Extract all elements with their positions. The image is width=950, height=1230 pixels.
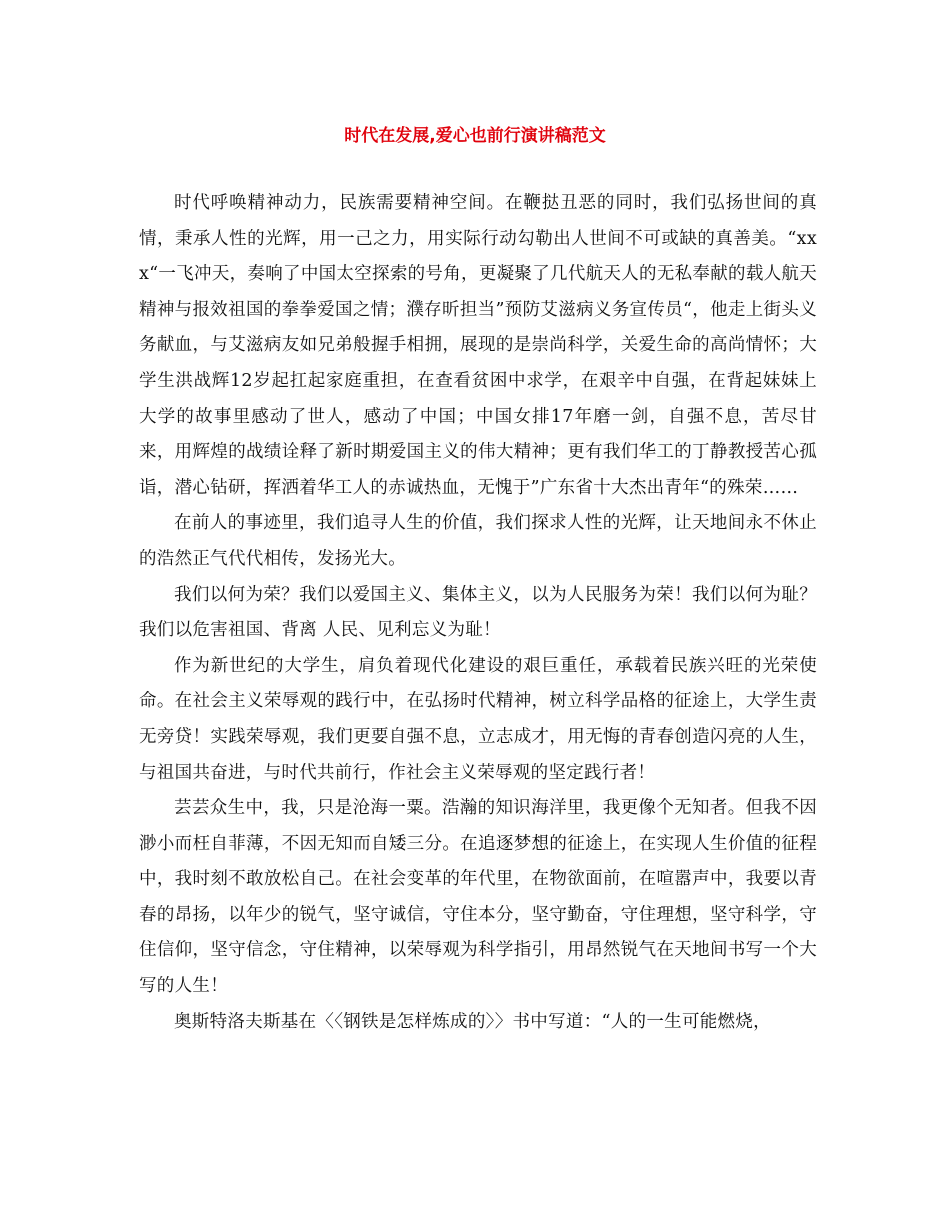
paragraph-1: 时代呼唤精神动力，民族需要精神空间。在鞭挞丑恶的同时，我们弘扬世间的真情，秉承人性的光辉，用一己之力，用实际行动勾勒出人世间不可或缺的真善美。“xxx“一飞冲天，奏响了中国太空探索的号角，更凝聚了几代航天人的无私奉献的载人航天精神与报效祖国的拳拳爱国之情；濮存昕担当”预防艾滋病义务宣传员“，他走上街头义务献血，与艾滋病友如兄弟般握手相拥，展现的是崇尚科学，关爱生命的高尚情怀；大学生洪战辉12岁起扛起家庭重担，在查看贫困中求学，在艰辛中自强，在背起妹妹上大学的故事里感动了世人，感动了中国；中国女排17年磨一剑，自强不息，苦尽甘来，用辉煌的战绩诠释了新时期爱国主义的伟大精神；更有我们华工的丁静教授苦心孤诣，潜心钻研，挥洒着华工人的赤诚热血，无愧于”广东省十大杰出青年“的殊荣…… <box>139 193 818 498</box>
document-title: 时代在发展,爱心也前行演讲稿范文 <box>344 126 606 146</box>
document-body <box>139 186 817 1040</box>
paragraph-5: 芸芸众生中，我，只是沧海一粟。浩瀚的知识海洋里，我更像个无知者。但我不因渺小而枉自菲薄，不因无知而自矮三分。在追逐梦想的征途上，在实现人生价值的征程中，我时刻不敢放松自己。在社会变革的年代里，在物欲面前，在喧嚣声中，我要以青春的昂扬，以年少的锐气，坚守诚信，守住本分，坚守勤奋，守住理想，坚守科学，守住信仰，坚守信念，守住精神，以荣辱观为科学指引，用昂然锐气在天地间书写一个大写的人生！ <box>139 798 817 997</box>
paragraph-2: 在前人的事迹里，我们追寻人生的价值，我们探求人性的光辉，让天地间永不休止的浩然正气代代相传，发扬光大。 <box>139 513 817 569</box>
paragraph-6: 奥斯特洛夫斯基在〈〈钢铁是怎样炼成的〉〉书中写道：“人的一生可能燃烧， <box>174 1011 771 1032</box>
paragraph-3: 我们以何为荣？我们以爱国主义、集体主义，以为人民服务为荣！我们以何为耻？我们以危害祖国、背离 人民、见利忘义为耻！ <box>139 584 817 641</box>
paragraph-4: 作为新世纪的大学生，肩负着现代化建设的艰巨重任，承载着民族兴旺的光荣使命。在社会主义荣辱观的践行中，在弘扬时代精神，树立科学品格的征途上，大学生责无旁贷！实践荣辱观，我们更要自强不息，立志成才，用无悔的青春创造闪亮的人生，与祖国共奋进，与时代共前行，作社会主义荣辱观的坚定践行者！ <box>139 655 817 783</box>
